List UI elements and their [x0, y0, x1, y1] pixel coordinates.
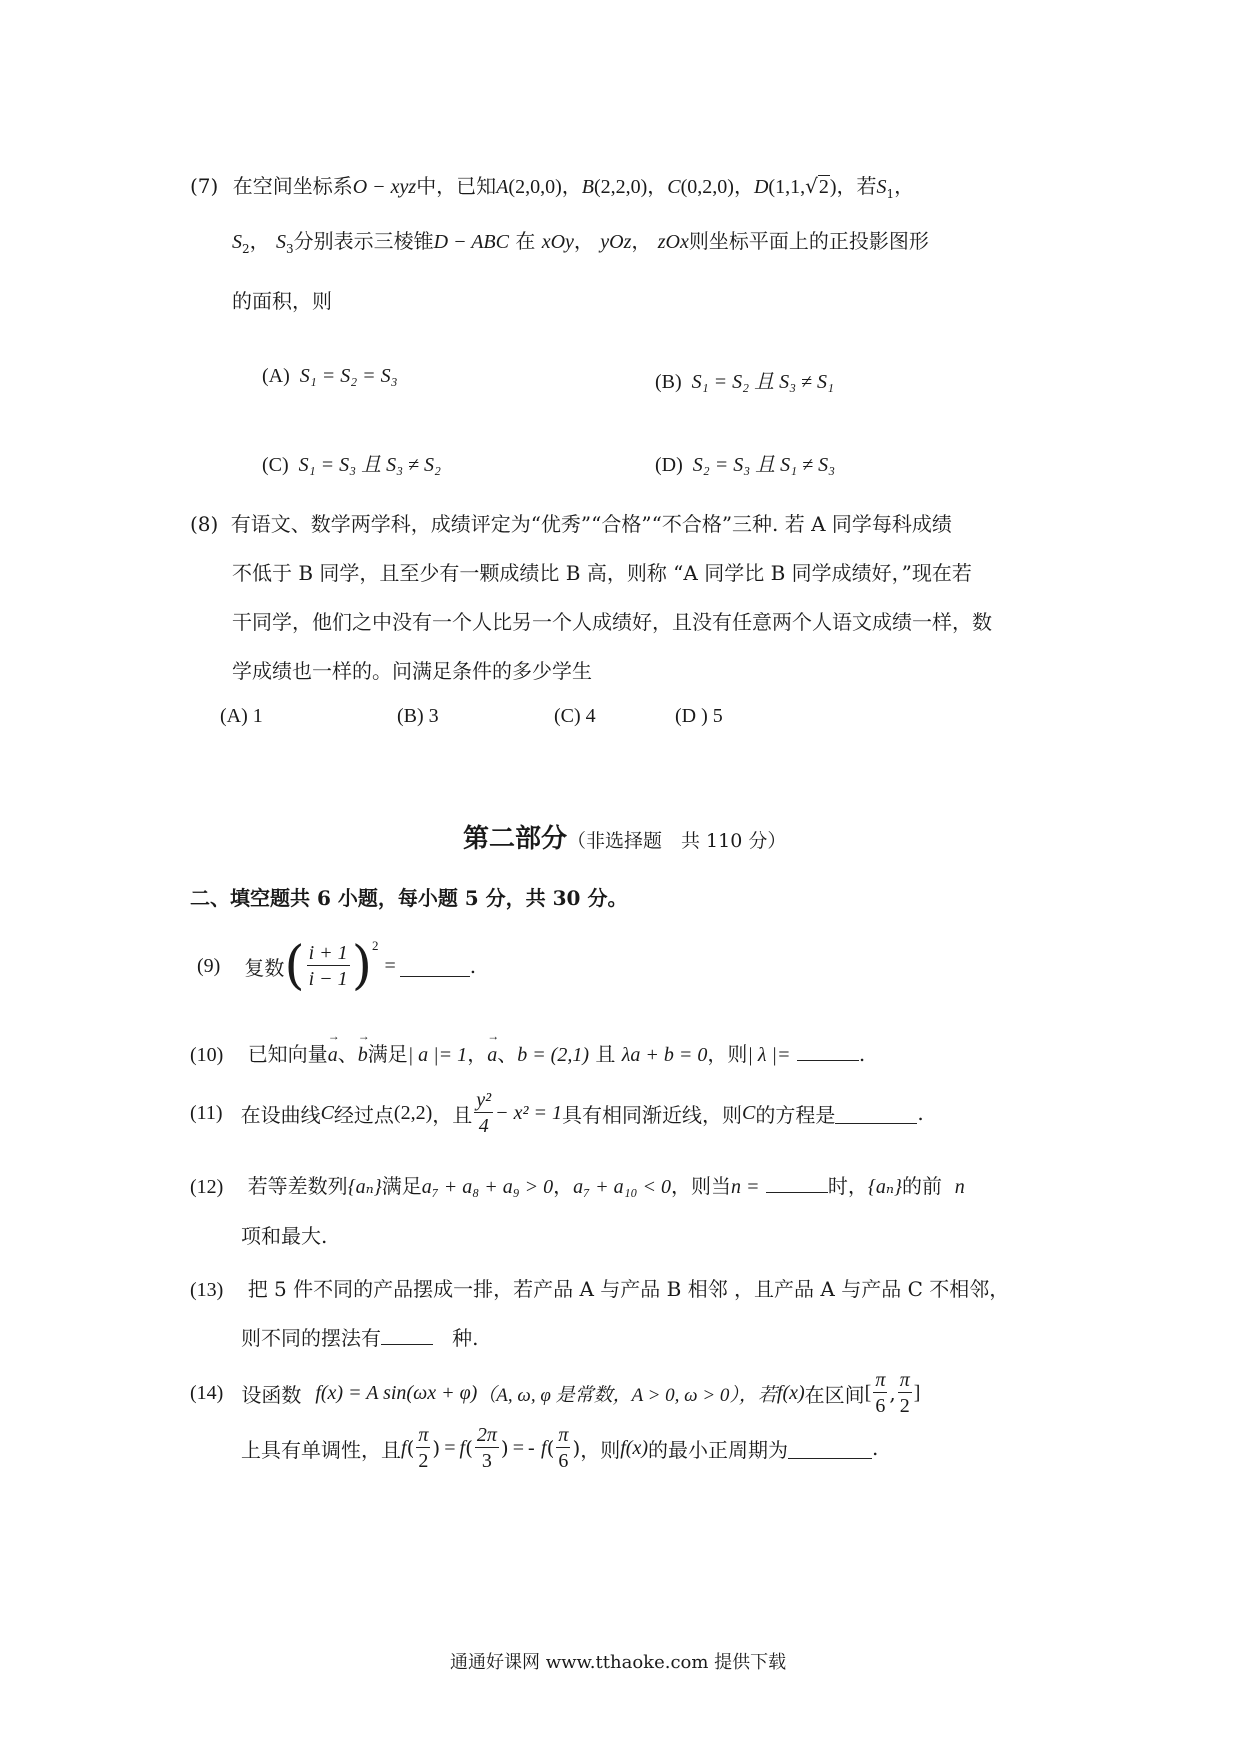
- q7-number: (7): [190, 174, 219, 198]
- q11-number: (11): [190, 1101, 223, 1124]
- part-two-title: 第二部分（非选择题 共 110 分）: [463, 824, 787, 854]
- q7-option-d: (D) S₂ = S₃ 且 S₁ ≠ S₃: [655, 454, 836, 476]
- q7-line1: (7) 在空间坐标系O − xyz中，已知A(2,0,0)，B(2,2,0)，C(0,2,0)，D(1,1,√2)，若$S_1$，: [190, 174, 915, 201]
- q8-line1: (8) 有语文、数学两学科，成绩评定为“优秀”“合格”“不合格”三种. 若 A 同学每科成绩: [190, 512, 952, 536]
- q8-line4: 学成绩也一样的。问满足条件的多少学生: [232, 659, 592, 683]
- q11-fraction: $\frac{\text{y²}}{4}$: [476, 1089, 492, 1137]
- q7-line2: $S_2$， $S_3$分别表示三棱锥D − ABC 在 xOy， yOz， zOx则坐标平面上的正投影图形: [232, 229, 929, 256]
- q12-line1: (12) 若等差数列{aₙ}满足a₇ + a₈ + a₉ > 0，a₇ + a₁₀ < 0，则当n = 时，{aₙ}的前 n: [190, 1174, 965, 1198]
- q14-line1: (14) 设函数 f(x) = A sin(ωx + φ) （A, ω, φ 是常数，A > 0, ω > 0），若 f(x) 在区间 [ $\frac{\pi}{6}$ , $\frac{\pi}{2}$ ]: [190, 1369, 921, 1417]
- q13-answer-blank[interactable]: [381, 1324, 433, 1345]
- q11-answer-blank[interactable]: [835, 1103, 917, 1124]
- footer-text: 通通好课网 www.tthaoke.com 提供下载: [450, 1652, 787, 1673]
- q12-line2: 项和最大.: [241, 1224, 328, 1248]
- q9-fraction: $\frac{i + 1}{i - 1}$: [308, 942, 348, 990]
- q8-line3: 干同学，他们之中没有一个人比另一个人成绩好，且没有任意两个人语文成绩一样，数: [232, 610, 992, 634]
- q9-answer-blank[interactable]: [400, 956, 470, 977]
- q8-option-c: (C) 4: [554, 705, 596, 727]
- q10-answer-blank[interactable]: [797, 1040, 859, 1061]
- q8-option-b: (B) 3: [397, 705, 439, 727]
- section-two-heading: 二、填空题共 6 小题，每小题 5 分，共 30 分。: [190, 886, 628, 910]
- q8-option-d: (D ) 5: [675, 705, 723, 727]
- q9-line: (9) 复数 ( $\frac{i + 1}{i - 1}$ ) 2 = .: [197, 936, 477, 996]
- q7-option-a: (A) S₁ = S₂ = S₃: [262, 365, 398, 387]
- q14-number: (14): [190, 1381, 224, 1404]
- q8-option-a: (A) 1: [220, 705, 263, 727]
- q14-answer-blank[interactable]: [788, 1438, 872, 1459]
- q9-number: (9): [197, 954, 221, 977]
- q10-line: (10) 已知向量→ a、→ b满足| a |= 1，→ a、b = (2,1) 且 λa + b = 0，则| λ |= .: [190, 1038, 865, 1067]
- q7-option-b: (B) S₁ = S₂ 且 S₃ ≠ S₁: [655, 371, 834, 393]
- q14-line2: 上具有单调性，且 f ( $\frac{\pi}{2}$ ) = f ( $\frac{2\pi}{3}$ ) = - f ( $\frac{\pi}{6}$ ) ，则 f(x) 的最小正周期为 .: [241, 1424, 879, 1472]
- q13-line1: (13) 把 5 件不同的产品摆成一排，若产品 A 与产品 B 相邻 ，且产品 A 与产品 C 不相邻，: [190, 1277, 1010, 1301]
- q7-option-c: (C) S₁ = S₃ 且 S₃ ≠ S₂: [262, 454, 441, 476]
- q12-answer-blank[interactable]: [766, 1172, 828, 1193]
- q10-number: (10): [190, 1044, 224, 1066]
- q11-line: (11) 在设曲线 C 经过点 (2,2) ，且 $\frac{\text{y²}}{4}$ − x² = 1 具有相同渐近线，则 C 的方程是 .: [190, 1089, 924, 1137]
- q13-number: (13): [190, 1279, 224, 1301]
- q13-line2: 则不同的摆法有 种.: [241, 1326, 479, 1350]
- q12-number: (12): [190, 1176, 224, 1198]
- q8-line2: 不低于 B 同学，且至少有一颗成绩比 B 高，则称 “A 同学比 B 同学成绩好，”现在若: [232, 561, 972, 585]
- q8-number: (8): [190, 512, 219, 536]
- q7-line3: 的面积，则: [232, 289, 332, 313]
